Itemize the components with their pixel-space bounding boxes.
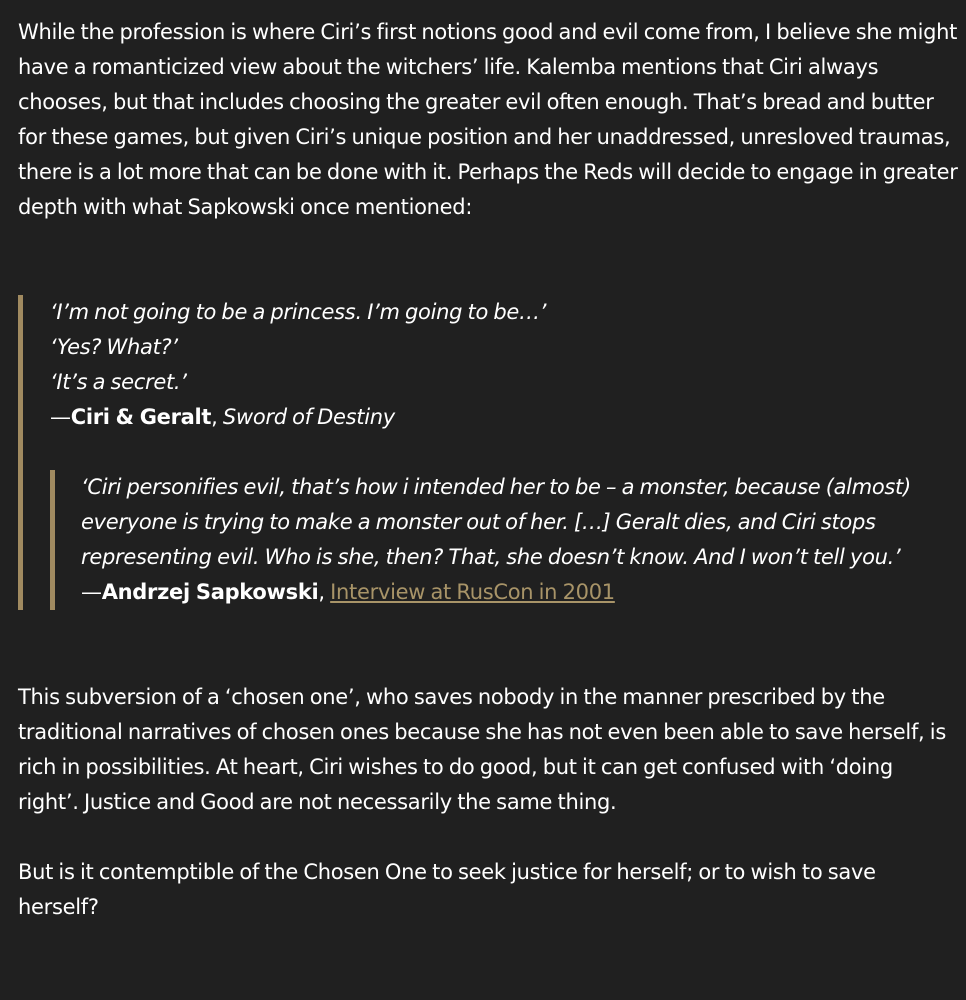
- spacer: [18, 610, 958, 680]
- blockquote-sword-of-destiny: [18, 295, 958, 610]
- interview-quote-text: ‘Ciri personifies evil, that’s how i intended her to be – a monster, because (almost) everyone is trying to make a monster out of her. […] Geralt dies, and Ciri stops representing evil. Who is she, then? That, she doesn’t know. And I won’t tell you.’: [81, 475, 911, 569]
- quote-line-3: ‘It’s a secret.’: [50, 370, 187, 394]
- attribution-dash: —: [50, 405, 71, 429]
- attribution-author: Andrzej Sapkowski: [101, 580, 319, 604]
- blockquote-sapkowski-interview: [50, 470, 958, 610]
- attribution-author: Ciri & Geralt: [70, 405, 212, 429]
- spacer: [18, 225, 958, 295]
- interview-attribution: [81, 575, 950, 610]
- attribution-separator: ,: [211, 405, 223, 429]
- attribution-source: Sword of Destiny: [222, 405, 395, 429]
- quote-line-2: ‘Yes? What?’: [50, 335, 178, 359]
- paragraph-chosen-one: This subversion of a ‘chosen one’, who saves nobody in the manner prescribed by the traditional narratives of chosen ones because she has not even been able to save herself, is rich in possibilities. At heart, Ciri wishes to do good, but it can get confused with ‘doing right’. Justice and Good are not necessarily the same thing.: [18, 685, 946, 814]
- attribution-dash: —: [81, 580, 102, 604]
- spacer: [18, 820, 958, 855]
- quote-attribution: [50, 400, 958, 435]
- attribution-separator: ,: [318, 580, 331, 604]
- interview-link[interactable]: Interview at RusCon in 2001: [330, 580, 615, 604]
- paragraph-closing-question: But is it contemptible of the Chosen One to seek justice for herself; or to wish to save herself?: [18, 860, 876, 919]
- article-body: [18, 15, 958, 925]
- quote-line-1: ‘I’m not going to be a princess. I’m going to be…’: [50, 300, 547, 324]
- intro-paragraph: While the profession is where Ciri’s first notions good and evil come from, I believe she might have a romanticized view about the witchers’ life. Kalemba mentions that Ciri always chooses, but that includes choosing the greater evil often enough. That’s bread and butter for these games, but given Ciri’s unique position and her unaddressed, unresloved traumas, there is a lot more that can be done with it. Perhaps the Reds will decide to engage in greater depth with what Sapkowski once mentioned:: [18, 20, 958, 219]
